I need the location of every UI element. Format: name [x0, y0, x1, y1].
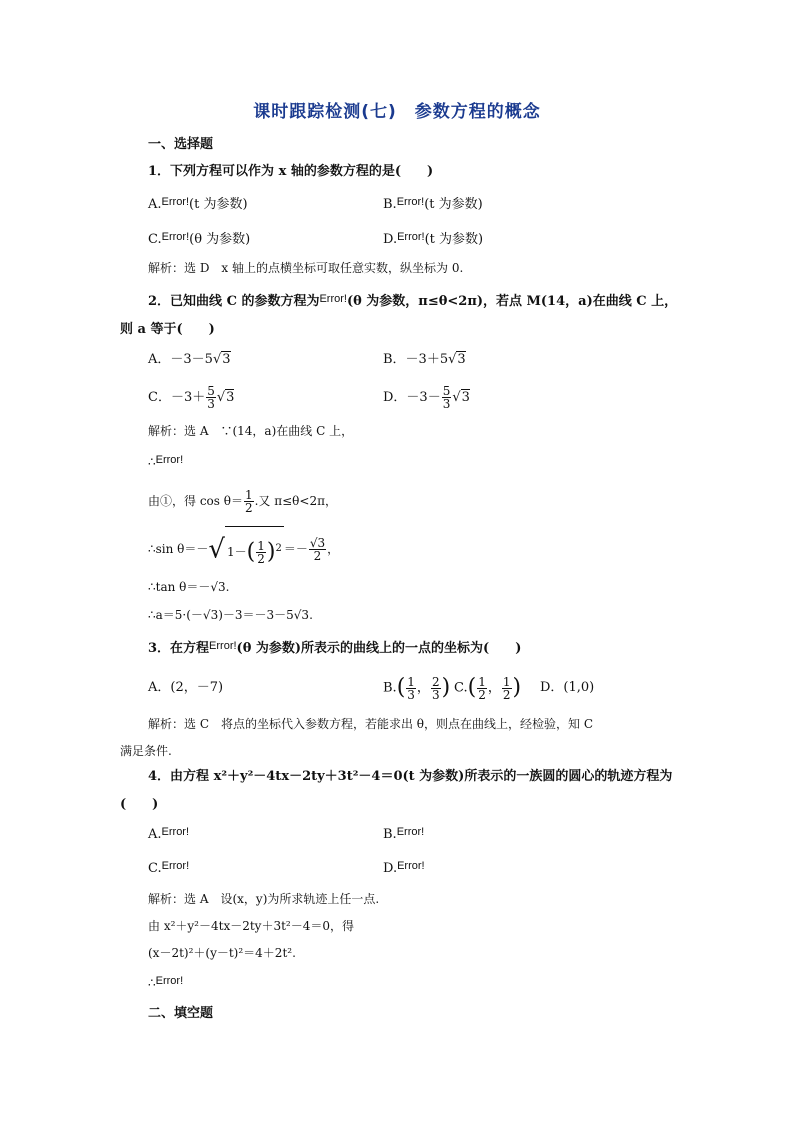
q2-analysis-line2	[148, 452, 183, 470]
q2-option-b	[383, 352, 466, 368]
q1-option-a-tail: (t 为参数)	[189, 197, 248, 212]
q4-option-a-error: Error!	[161, 826, 190, 838]
q2-option-c-fraction	[206, 385, 216, 410]
q3-option-b: B.( $\frac{1}{3}$ ， $\frac{2}{3}$ )	[383, 674, 451, 702]
q4-option-c-error: Error!	[161, 860, 190, 872]
sqrt-icon: √	[452, 390, 461, 405]
q3-option-c: C.( $\frac{1}{2}$ ， $\frac{1}{2}$ )	[454, 674, 522, 702]
q1-option-c-label: C.	[148, 232, 162, 247]
q4-option-d-error: Error!	[397, 860, 425, 872]
fraction-numerator: 5	[207, 384, 215, 398]
fraction-denominator: 2	[257, 552, 265, 566]
q2-step2	[148, 526, 339, 566]
fraction-numerator: √3	[309, 535, 326, 550]
q2-step2-c: ，	[327, 541, 340, 556]
q1-option-b-error: Error!	[396, 196, 425, 208]
q4-option-b	[383, 824, 424, 843]
q4-analysis-line4	[148, 973, 183, 991]
fraction-numerator: 1	[257, 539, 265, 553]
fraction-numerator: 2	[431, 674, 440, 689]
q2-step2-fraction2	[309, 537, 326, 562]
q2-option-c	[148, 380, 234, 416]
q4-option-c-label: C.	[148, 861, 162, 876]
section-heading-fill: 二、填空题	[148, 1006, 214, 1021]
q1-option-d-tail: (t 为参数)	[424, 232, 484, 247]
q2-step2-a: ∴sin θ＝－	[148, 541, 209, 556]
fraction-numerator: 1	[502, 674, 511, 689]
q4-analysis-line1: 解析：选 A 设(x，y)为所求轨迹上任一点.	[148, 892, 380, 906]
q3-option-b-frac2	[431, 676, 441, 701]
q3-stem-error: Error!	[209, 640, 237, 652]
q2-step3: ∴tan θ＝－√3.	[148, 580, 230, 594]
q4-option-d-label: D.	[383, 861, 398, 876]
fraction-denominator: 3	[431, 687, 440, 702]
q3-option-b-frac1	[406, 676, 416, 701]
q2-stem-line2: 则 a 等于( )	[120, 322, 215, 337]
q4-stem-line2: ( )	[120, 797, 159, 812]
q3-analysis-line1: 解析：选 C 将点的坐标代入参数方程，若能求出 θ，则点在曲线上，经检验，知 C	[148, 717, 594, 731]
q1-option-b	[383, 194, 483, 213]
q1-option-b-label: B.	[383, 197, 397, 212]
q2-step2-radicand	[225, 526, 284, 573]
right-paren-icon: )	[512, 675, 522, 700]
q4-option-a	[148, 824, 189, 843]
square-exponent: 2	[275, 543, 282, 554]
q1-option-d-error: Error!	[397, 231, 425, 243]
therefore-symbol: ∴	[148, 455, 156, 469]
q3-stem	[148, 638, 521, 657]
q2-stem-b: (θ 为参数，π≤θ<2π)，若点 M(14，a)在曲线 C 上，	[346, 294, 678, 309]
q2-step1	[148, 484, 337, 518]
q2-step2-b: ＝－	[283, 541, 308, 556]
q4-option-a-label: A.	[148, 827, 162, 842]
q2-stem-line1	[148, 291, 677, 310]
fraction-numerator: 1	[244, 488, 253, 502]
q3-stem-b: (θ 为参数)所表示的曲线上的一点的坐标为( )	[236, 641, 522, 656]
q2-option-b-text: B．－3＋5	[383, 352, 449, 367]
q1-option-a-error: Error!	[161, 196, 190, 208]
q4-option-b-error: Error!	[396, 826, 425, 838]
q4-analysis-line3: (x－2t)²＋(y－t)²＝4＋2t².	[148, 946, 296, 960]
q2-option-d-fraction	[442, 385, 452, 410]
q2-stem-error: Error!	[319, 293, 347, 305]
q2-step1-b: .又 π≤θ<2π，	[254, 494, 337, 508]
q4-option-b-label: B.	[383, 827, 397, 842]
left-paren-icon: (	[396, 675, 406, 700]
q2-option-a	[148, 352, 231, 368]
section-heading-choice: 一、选择题	[148, 137, 214, 152]
q1-stem: 1．下列方程可以作为 x 轴的参数方程的是( )	[148, 164, 434, 179]
q2-step2-fraction	[256, 540, 266, 565]
q2-option-a-radicand: 3	[222, 352, 231, 367]
q2-option-a-text: A．－3－5	[148, 352, 213, 367]
fraction-denominator: 3	[442, 397, 451, 411]
q1-option-b-tail: (t 为参数)	[424, 197, 483, 212]
q3-option-b-label: B.	[383, 680, 397, 696]
q1-option-d-label: D.	[383, 232, 398, 247]
q2-stem-a: 2．已知曲线 C 的参数方程为	[148, 294, 320, 309]
q1-option-d	[383, 229, 483, 248]
q3-option-c-frac2	[502, 676, 512, 701]
q1-option-c	[148, 229, 250, 248]
q2-option-d-radicand: 3	[461, 390, 470, 405]
q2-step4: ∴a＝5·(－√3)－3＝－3－5√3.	[148, 608, 313, 622]
sqrt-icon: √	[448, 352, 457, 367]
q1-analysis: 解析：选 D x 轴上的点横坐标可取任意实数，纵坐标为 0.	[148, 261, 464, 275]
left-paren-icon: (	[467, 675, 477, 700]
q3-option-d: D．(1,0)	[540, 680, 595, 695]
q1-option-c-error: Error!	[161, 231, 190, 243]
q3-option-c-frac1	[477, 676, 487, 701]
q2-step1-a: 由①，得 cos θ＝	[148, 494, 243, 508]
q2-option-c-radicand: 3	[226, 390, 235, 405]
q2-step1-fraction	[244, 489, 254, 514]
q3-analysis-line2: 满足条件.	[120, 744, 172, 758]
q4-option-d	[383, 858, 425, 877]
q2-option-b-radicand: 3	[457, 352, 466, 367]
q1-option-a-label: A.	[148, 197, 162, 212]
q3-stem-a: 3．在方程	[148, 641, 210, 656]
sqrt-icon: √	[212, 352, 222, 367]
fraction-denominator: 2	[244, 501, 253, 515]
fraction-denominator: 2	[478, 687, 486, 702]
fraction-denominator: 2	[313, 548, 322, 563]
q2-analysis-error: Error!	[155, 454, 184, 466]
q3-option-c-label: C.	[454, 680, 468, 696]
q2-step2-one: 1－	[226, 545, 247, 559]
fraction-numerator: 1	[407, 674, 415, 689]
fraction-numerator: 5	[442, 384, 451, 398]
q4-option-c	[148, 858, 189, 877]
q2-option-d	[383, 380, 470, 416]
q4-analysis-error: Error!	[155, 975, 184, 987]
therefore-symbol: ∴	[148, 976, 156, 990]
right-paren-icon: )	[441, 675, 451, 700]
q4-stem-line1: 4．由方程 x²＋y²－4tx－2ty＋3t²－4＝0(t 为参数)所表示的一族圆的圆心的轨迹方程为	[148, 769, 673, 784]
q2-analysis-line1: 解析：选 A ∵(14，a)在曲线 C 上，	[148, 424, 354, 438]
q2-option-d-text: D．－3－	[383, 390, 441, 405]
fraction-denominator: 2	[502, 687, 511, 702]
q2-option-c-text: C．－3＋	[148, 390, 206, 405]
sqrt-icon: √	[208, 534, 225, 565]
q4-analysis-line2: 由 x²＋y²－4tx－2ty＋3t²－4＝0，得	[148, 919, 354, 933]
fraction-numerator: 1	[478, 674, 486, 689]
sqrt-icon: √	[216, 390, 226, 405]
q1-option-a	[148, 194, 248, 213]
q1-option-c-tail: (θ 为参数)	[189, 232, 251, 247]
q3-option-a: A．(2，－7)	[148, 680, 224, 695]
fraction-denominator: 3	[207, 397, 215, 411]
right-paren-icon: )	[266, 539, 276, 565]
fraction-denominator: 3	[407, 687, 415, 702]
left-paren-icon: (	[246, 539, 256, 565]
page-title: 课时跟踪检测(七) 参数方程的概念	[253, 102, 541, 122]
